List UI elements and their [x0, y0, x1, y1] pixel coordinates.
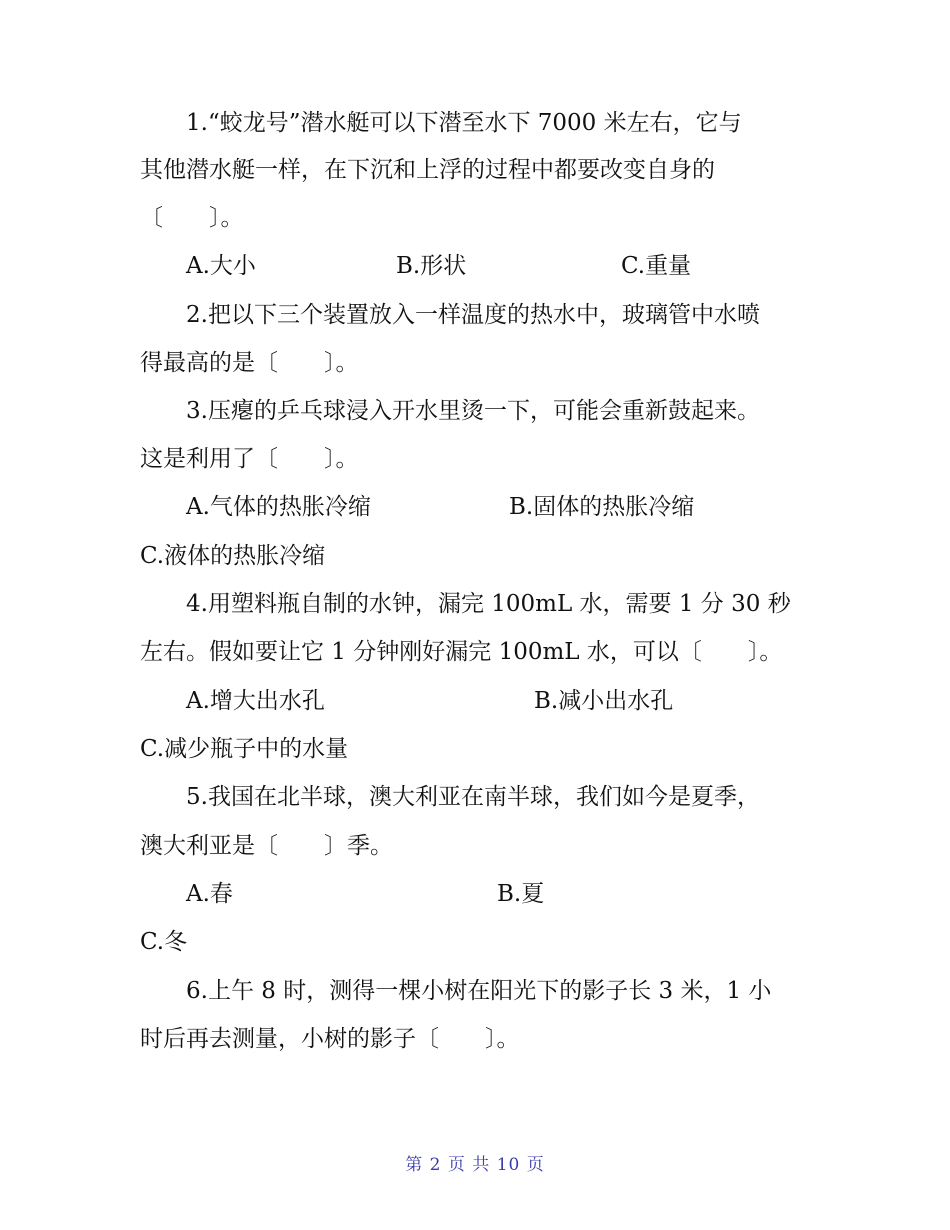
- q1-line-1: 1.“蛟龙号”潜水艇可以下潜至水下 7000 米左右，它与: [186, 110, 742, 136]
- q4-option-b: B.减小出水孔: [534, 688, 674, 714]
- q1-option-c: C.重量: [621, 253, 692, 279]
- q3-option-c: C.液体的热胀冷缩: [140, 543, 326, 569]
- q1-line-2: 其他潜水艇一样，在下沉和上浮的过程中都要改变自身的: [140, 157, 715, 183]
- q4-option-a: A.增大出水孔: [186, 688, 325, 714]
- q4-line-2: 左右。假如要让它 1 分钟刚好漏完 100mL 水，可以〔 〕。: [140, 639, 783, 665]
- q1-option-a: A.大小: [186, 253, 256, 279]
- q2-line-1: 2.把以下三个装置放入一样温度的热水中，玻璃管中水喷: [186, 302, 760, 328]
- q5-line-2: 澳大利亚是〔 〕季。: [140, 833, 393, 859]
- q5-option-a: A.春: [186, 881, 233, 907]
- q2-line-2: 得最高的是〔 〕。: [140, 350, 359, 376]
- q5-line-1: 5.我国在北半球，澳大利亚在南半球，我们如今是夏季，: [186, 784, 760, 810]
- q4-option-c: C.减少瓶子中的水量: [140, 736, 349, 762]
- q3-option-a: A.气体的热胀冷缩: [186, 494, 371, 520]
- q5-option-c: C.冬: [140, 929, 188, 955]
- q6-line-2: 时后再去测量，小树的影子〔 〕。: [140, 1026, 520, 1052]
- q1-line-3: 〔 〕。: [140, 205, 244, 231]
- page-footer: 第 2 页 共 10 页: [405, 1155, 545, 1175]
- q3-option-b: B.固体的热胀冷缩: [509, 494, 695, 520]
- q3-line-1: 3.压瘪的乒乓球浸入开水里烫一下，可能会重新鼓起来。: [186, 398, 760, 424]
- q6-line-1: 6.上午 8 时，测得一棵小树在阳光下的影子长 3 米，1 小: [186, 978, 772, 1004]
- q5-option-b: B.夏: [497, 881, 545, 907]
- q3-line-2: 这是利用了〔 〕。: [140, 446, 359, 472]
- q4-line-1: 4.用塑料瓶自制的水钟，漏完 100mL 水，需要 1 分 30 秒: [186, 591, 791, 617]
- q1-option-b: B.形状: [396, 253, 467, 279]
